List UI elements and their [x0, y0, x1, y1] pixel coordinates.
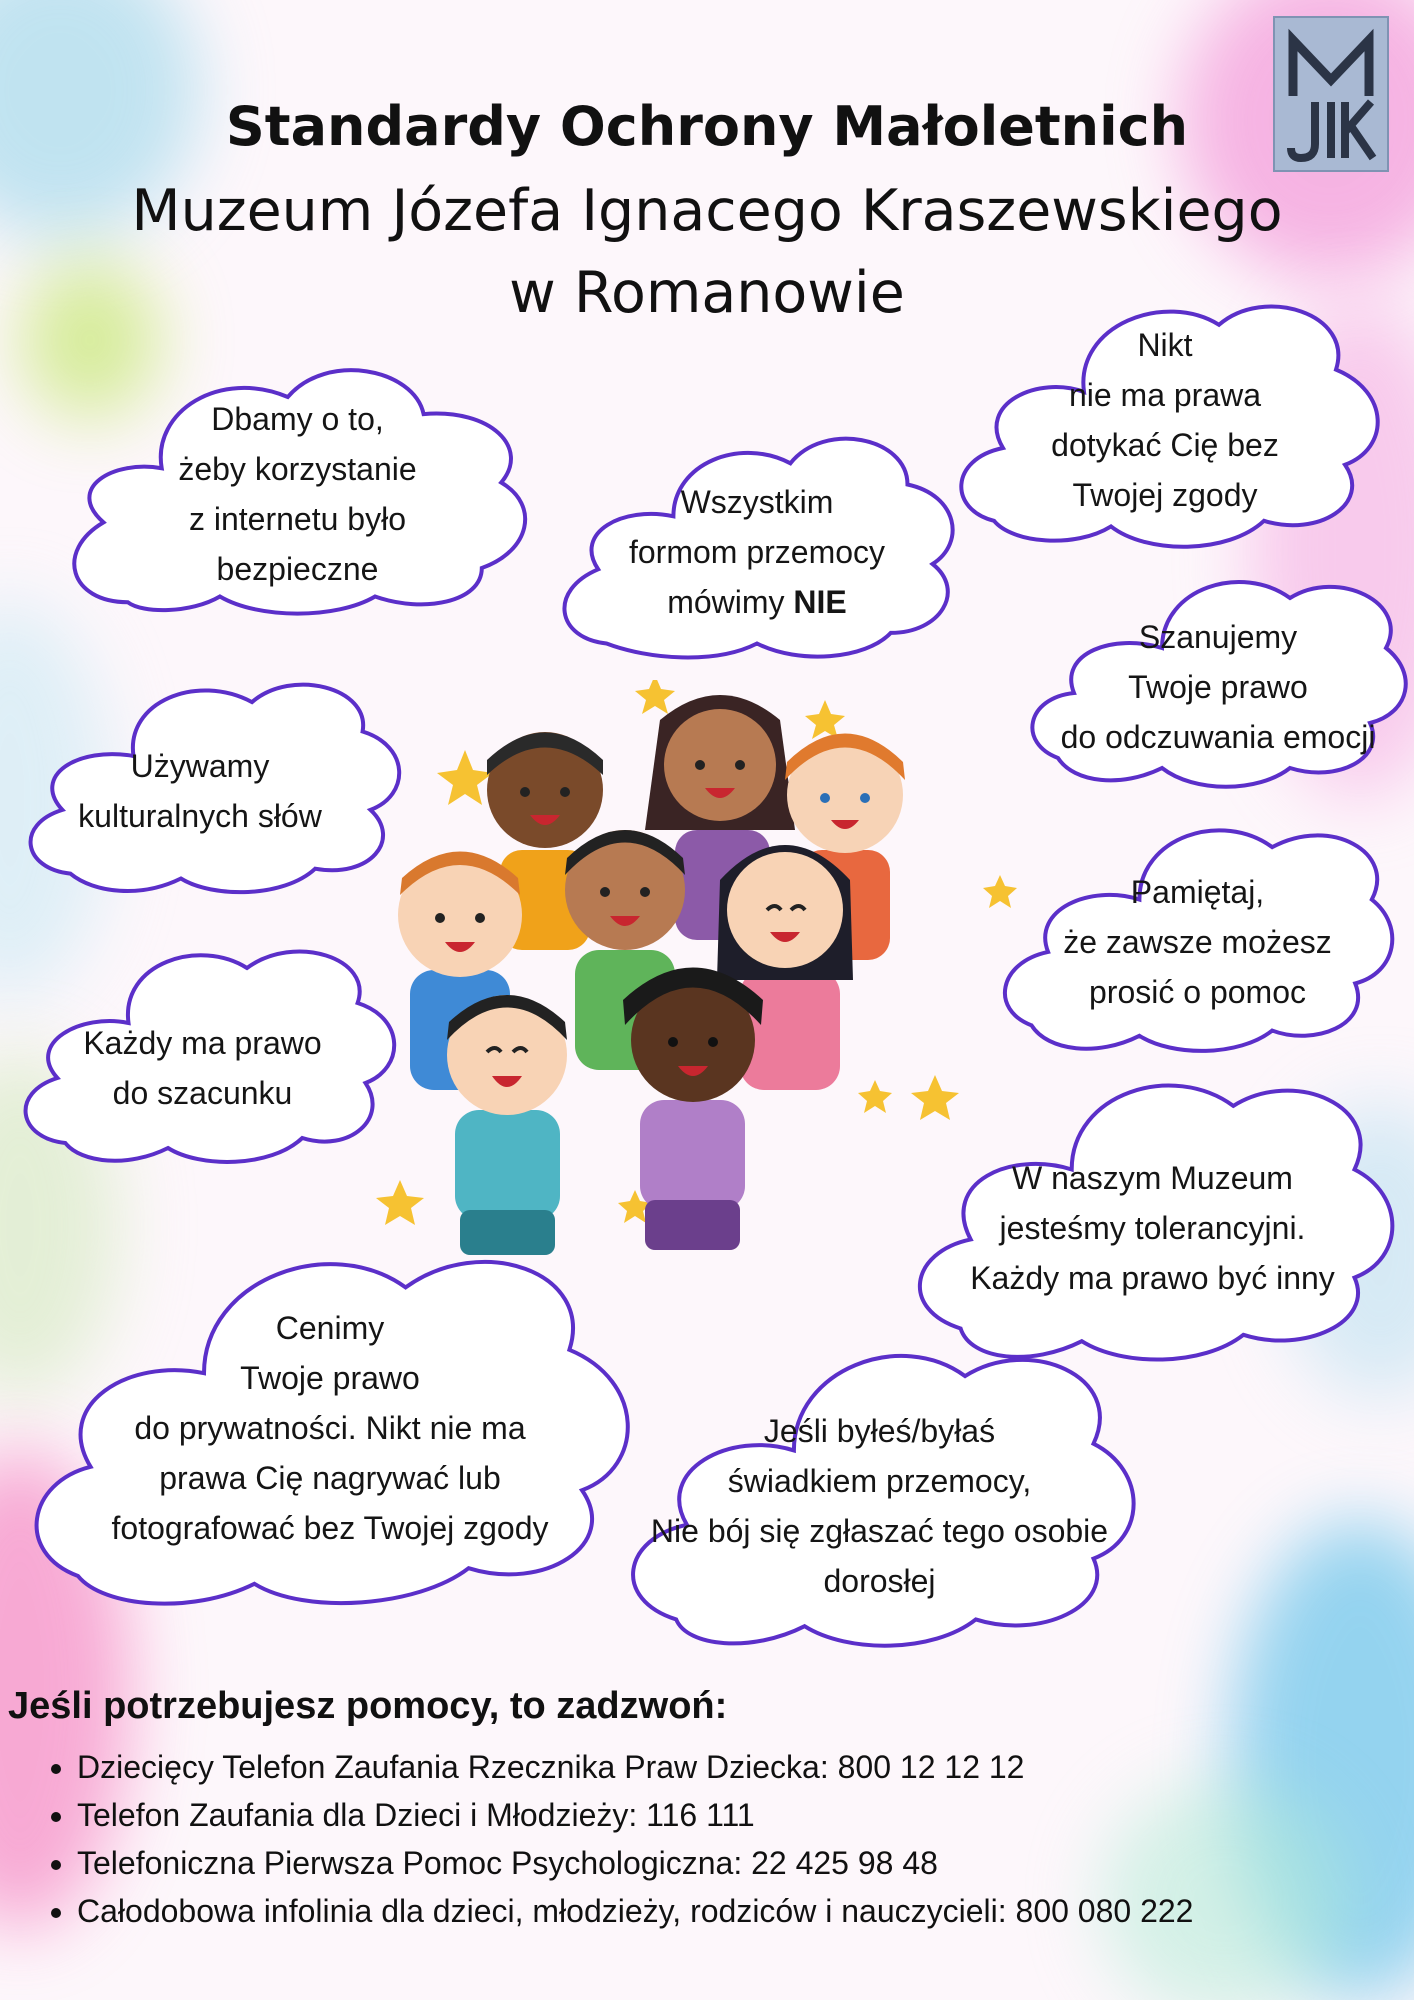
helpline-item: • Dziecięcy Telefon Zaufania Rzecznika Praw Dziecka: 800 12 12 12 — [77, 1743, 1193, 1791]
cloud-no-violence-emphasis: NIE — [793, 583, 847, 620]
cloud-emotions-text: Szanujemy Twoje prawo do odczuwania emocji — [1060, 619, 1376, 755]
museum-name: Muzeum Józefa Ignacego Kraszewskiego — [131, 178, 1283, 244]
cloud-no-violence-main: Wszystkim formom przemocy mówimy — [628, 483, 886, 620]
cloud-respect-text: Każdy ma prawo do szacunku — [83, 1025, 322, 1111]
helpline-item: • Telefoniczna Pierwsza Pomoc Psychologiczna: 22 425 98 48 — [77, 1839, 1193, 1887]
cloud-privacy — [15, 1225, 645, 1615]
cloud-tolerance-text: W naszym Muzeum jesteśmy tolerancyjni. Każdy ma prawo być inny — [970, 1160, 1335, 1296]
cloud-privacy-text: Cenimy Twoje prawo do prywatności. Nikt nie ma prawa Cię nagrywać lub fotografować bez Twojej zgody — [111, 1309, 549, 1546]
cloud-no-violence-text — [548, 405, 966, 670]
helplines-list — [45, 1743, 1193, 1935]
cloud-internet-text: Dbamy o to, żeby korzystanie z internetu było bezpieczne — [178, 400, 417, 587]
cloud-emotions — [1018, 548, 1414, 798]
cloud-ask-for-help-text: Pamiętaj, że zawsze możesz prosić o pomoc — [1063, 874, 1332, 1010]
helpline-item: • Telefon Zaufania dla Dzieci i Młodzieży: 116 111 — [77, 1791, 1193, 1839]
cloud-ask-for-help — [990, 800, 1405, 1062]
cloud-witness-text: Jeśli byłeś/byłaś świadkiem przemocy, Nie bój się zgłaszać tego osobie dorosłej — [650, 1413, 1109, 1599]
page-title: Standardy Ochrony Małoletnich — [225, 95, 1189, 158]
helpline-item: • Całodobowa infolinia dla dzieci, młodzieży, rodziców i nauczycieli: 800 080 222 — [77, 1887, 1193, 1935]
cloud-polite-words-text: Używamy kulturalnych słów — [78, 747, 322, 834]
cloud-internet-safety — [55, 340, 540, 625]
cloud-polite-words — [15, 658, 410, 903]
cloud-witness — [612, 1322, 1147, 1660]
helplines-heading: Jeśli potrzebujesz pomocy, to zadzwoń: — [8, 1685, 728, 1727]
museum-location: w Romanowie — [509, 260, 905, 326]
cloud-respect — [10, 923, 405, 1173]
cloud-no-touch-text: Nikt nie ma prawa dotykać Cię bez Twojej zgody — [1051, 327, 1279, 513]
cloud-no-violence — [548, 405, 966, 670]
